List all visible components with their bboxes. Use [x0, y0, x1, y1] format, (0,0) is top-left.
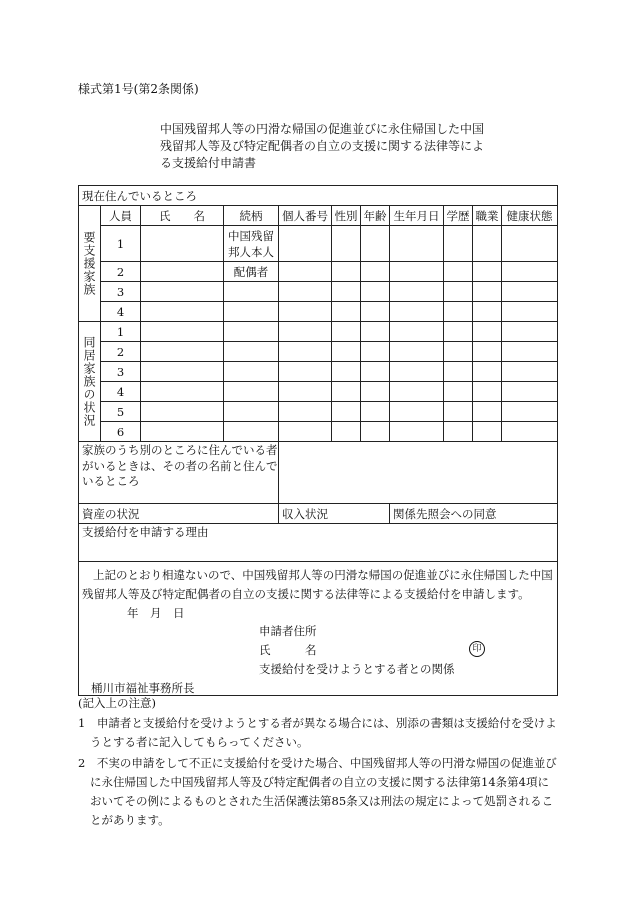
header-age: 年齢: [361, 206, 390, 226]
row-number: 2: [101, 342, 141, 362]
header-occupation: 職業: [473, 206, 502, 226]
assets-label[interactable]: 資産の状況: [79, 504, 279, 524]
separate-family-field[interactable]: [279, 442, 558, 504]
header-members: 人員: [101, 206, 141, 226]
note-item: 2 不実の申請をして不正に支援給付を受けた場合、中国残留邦人等の円滑な帰国の促進並びに永住帰国した中国残留邦人等及び特定配偶者の自立の支援に関する法律第14条第4項においてその例によるものとされた生活保護法第85条又は刑法の規定によって処罰されることがあります。: [78, 756, 557, 827]
table-row: [79, 322, 558, 342]
addressee: 桶川市福祉事務所長: [91, 681, 195, 695]
relation-cell: 中国残留邦人本人: [224, 226, 279, 262]
reason-label[interactable]: 支援給付を申請する理由: [79, 524, 558, 562]
header-birthdate: 生年月日: [390, 206, 444, 226]
notes: [78, 694, 558, 830]
row-number: 5: [101, 402, 141, 422]
header-personal-number: 個人番号: [279, 206, 332, 226]
consent-label[interactable]: 関係先照会への同意: [390, 504, 558, 524]
header-health: 健康状態: [502, 206, 558, 226]
row-number: 1: [101, 322, 141, 342]
table-row: [79, 382, 558, 402]
applicant-address-label[interactable]: 申請者住所: [259, 624, 317, 638]
income-label[interactable]: 収入状況: [279, 504, 390, 524]
table-row: [79, 362, 558, 382]
row-number: 2: [101, 262, 141, 282]
seal-mark: 印: [469, 641, 485, 657]
declaration-block: [79, 562, 558, 696]
header-relation: 続柄: [224, 206, 279, 226]
applicant-name-label[interactable]: 氏 名: [259, 643, 317, 657]
row-number: 4: [101, 382, 141, 402]
support-family-label: 要支援家族: [82, 231, 96, 296]
name-cell[interactable]: [141, 226, 224, 262]
cohabiting-cell: [79, 322, 101, 442]
header-education: 学歴: [444, 206, 473, 226]
application-table: [78, 185, 558, 696]
title-line: 残留邦人等及び特定配偶者の自立の支援に関する法律等によ: [160, 139, 485, 153]
row-number: 3: [101, 362, 141, 382]
form-title: [160, 121, 490, 172]
header-sex: 性別: [332, 206, 361, 226]
table-row: [79, 226, 558, 262]
relation-cell: 配偶者: [224, 262, 279, 282]
table-row: [79, 342, 558, 362]
separate-family-label: 家族のうち別のところに住んでいる者がいるときは、その者の名前と住んでいるところ: [79, 442, 279, 504]
name-cell[interactable]: [141, 282, 224, 302]
title-line: 中国残留邦人等の円滑な帰国の促進並びに永住帰国した中国: [160, 122, 485, 136]
current-residence-label[interactable]: 現在住んでいるところ: [79, 186, 558, 206]
declaration-text: 上記のとおり相違ないので、中国残留邦人等の円滑な帰国の促進並びに永住帰国した中国残留邦人等及び特定配偶者の自立の支援に関する法律等による支援給付を申請します。: [82, 568, 553, 601]
date-label[interactable]: 年 月 日: [127, 606, 185, 620]
header-name: 氏 名: [141, 206, 224, 226]
support-family-cell: [79, 206, 101, 322]
cohabiting-label: 同居家族の状況: [82, 336, 96, 427]
table-row: [79, 282, 558, 302]
table-row: [79, 262, 558, 282]
title-line: る支援給付申請書: [160, 156, 257, 170]
name-cell[interactable]: [141, 302, 224, 322]
table-row: [79, 302, 558, 322]
note-item: 1 申請者と支援給付を受けようとする者が異なる場合には、別添の書類は支援給付を受けようとする者に記入してもらってください。: [78, 716, 557, 749]
row-number: 4: [101, 302, 141, 322]
row-number: 3: [101, 282, 141, 302]
notes-title: (記入上の注意): [78, 696, 156, 710]
name-cell[interactable]: [141, 262, 224, 282]
row-number: 6: [101, 422, 141, 442]
table-row: [79, 422, 558, 442]
form-number: 様式第1号(第2条関係): [78, 82, 199, 96]
table-row: [79, 402, 558, 422]
relationship-label[interactable]: 支援給付を受けようとする者との関係: [259, 662, 455, 676]
row-number: 1: [101, 226, 141, 262]
